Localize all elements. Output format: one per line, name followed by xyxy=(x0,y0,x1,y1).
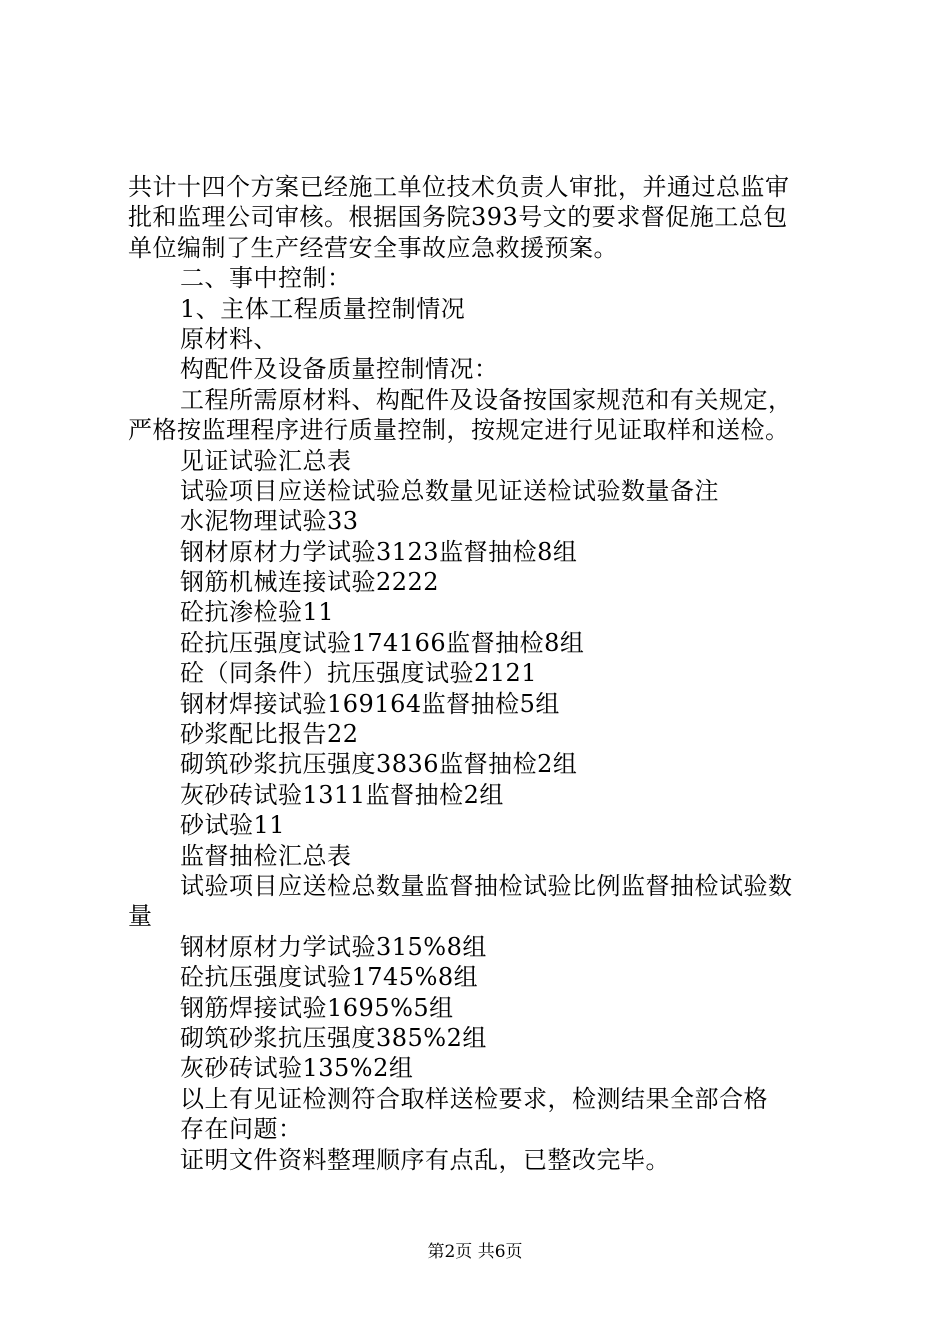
text-line: 单位编制了生产经营安全事故应急救援预案。 xyxy=(128,233,618,262)
text-line: 工程所需原材料、构配件及设备按国家规范和有关规定， xyxy=(180,385,793,414)
table-title: 见证试验汇总表 xyxy=(180,446,352,475)
table-row: 水泥物理试验33 xyxy=(180,507,359,536)
table-row: 钢材原材力学试验315%8组 xyxy=(180,932,487,961)
table-row: 砼抗压强度试验1745%8组 xyxy=(180,963,479,992)
text-line: 批和监理公司审核。根据国务院393号文的要求督促施工总包 xyxy=(128,203,788,232)
text-line: 共计十四个方案已经施工单位技术负责人审批，并通过总监审 xyxy=(128,173,790,201)
table-header: 试验项目应送检试验总数量见证送检试验数量备注 xyxy=(180,476,719,505)
subsection-heading: 1、主体工程质量控制情况 xyxy=(180,294,466,323)
table-row: 砂浆配比报告22 xyxy=(180,720,359,749)
text-line: 以上有见证检测符合取样送检要求，检测结果全部合格 xyxy=(180,1084,768,1113)
table-header-continued: 量 xyxy=(128,902,153,931)
table-row: 砌筑砂浆抗压强度3836监督抽检2组 xyxy=(180,750,578,779)
table-row: 钢筋机械连接试验2222 xyxy=(180,568,440,597)
table-row: 砼（同条件）抗压强度试验2121 xyxy=(180,659,538,688)
table-row: 砼抗压强度试验174166监督抽检8组 xyxy=(180,628,585,657)
table-row: 钢材焊接试验169164监督抽检5组 xyxy=(180,689,560,718)
table-row: 钢材原材力学试验3123监督抽检8组 xyxy=(180,537,578,566)
table-row: 钢筋焊接试验1695%5组 xyxy=(180,993,454,1022)
document-body xyxy=(128,172,828,1175)
table-header: 试验项目应送检总数量监督抽检试验比例监督抽检试验数 xyxy=(180,871,793,900)
text-line: 证明文件资料整理顺序有点乱，已整改完毕。 xyxy=(180,1145,670,1174)
table-row: 灰砂砖试验135%2组 xyxy=(180,1054,414,1083)
page-number-footer: 第2页 共6页 xyxy=(427,1242,523,1262)
table-row: 灰砂砖试验1311监督抽检2组 xyxy=(180,780,504,809)
table-row: 砂试验11 xyxy=(180,811,286,840)
text-line: 构配件及设备质量控制情况： xyxy=(180,355,499,384)
text-line: 原材料、 xyxy=(180,324,278,353)
table-title: 监督抽检汇总表 xyxy=(180,841,352,870)
table-row: 砌筑砂浆抗压强度385%2组 xyxy=(180,1023,487,1052)
text-line: 存在问题： xyxy=(180,1115,303,1144)
section-heading: 二、事中控制： xyxy=(180,264,352,293)
table-row: 砼抗渗检验11 xyxy=(180,598,335,627)
text-line: 严格按监理程序进行质量控制，按规定进行见证取样和送检。 xyxy=(128,416,790,445)
